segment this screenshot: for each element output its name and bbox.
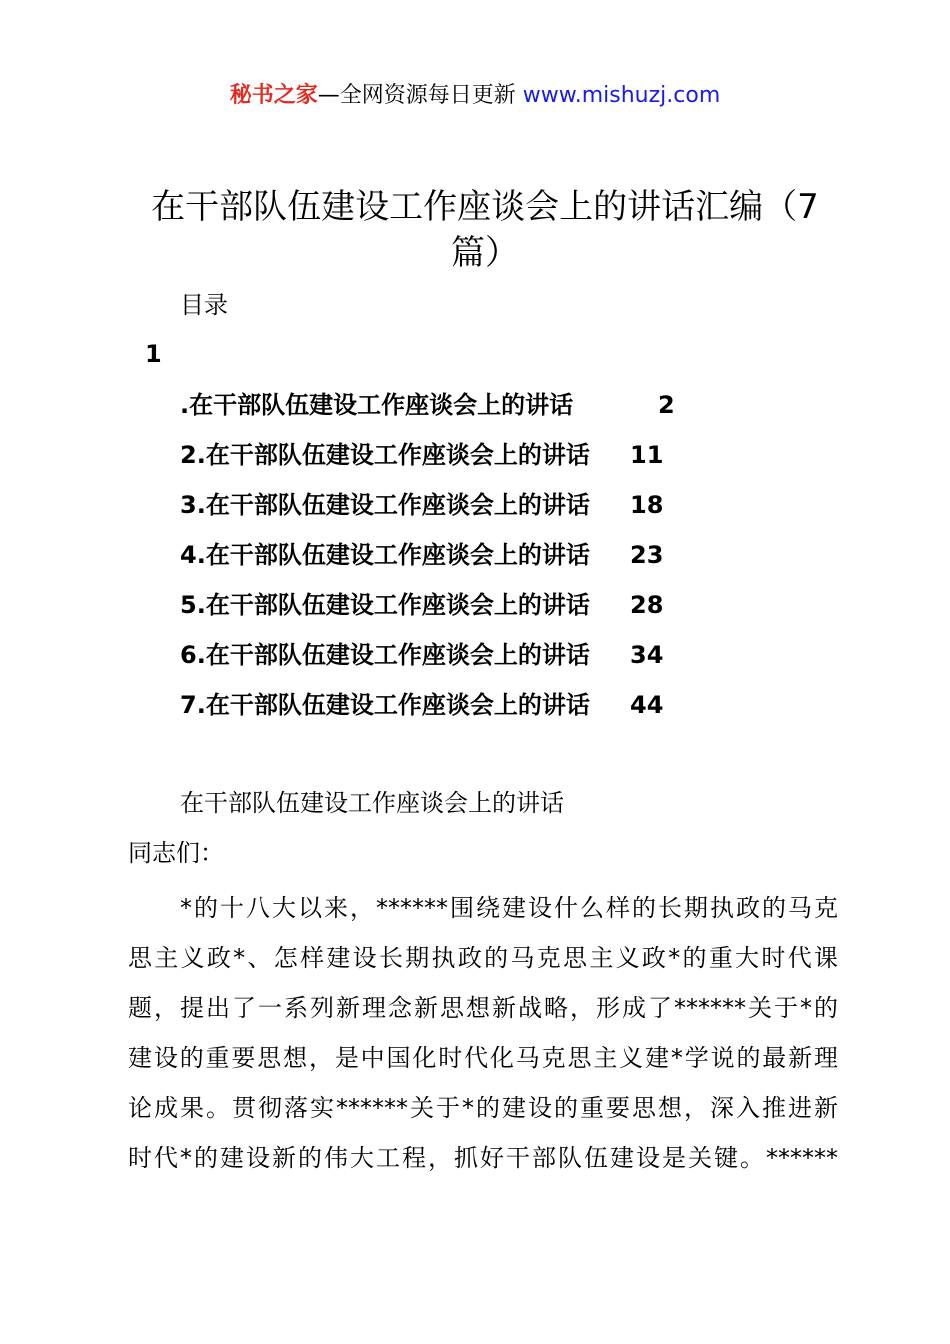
table-of-contents [180,388,740,738]
toc-item-page: 34 [630,641,664,669]
toc-item-page: 18 [630,491,664,519]
toc-item-label: 3.在干部队伍建设工作座谈会上的讲话 [180,491,590,519]
toc-item-page: 44 [630,691,664,719]
toc-item[interactable] [180,488,740,538]
paragraph-line: 论成果。贯彻落实******关于*的建设的重要思想，深入推进新 [128,1094,838,1122]
paragraph-line: 思主义政*、怎样建设长期执政的马克思主义政*的重大时代课 [128,944,838,972]
toc-item-page: 11 [630,441,664,469]
salutation: 同志们： [128,839,224,867]
body-paragraph [128,883,838,1183]
document-title [130,184,840,276]
toc-item[interactable] [180,588,740,638]
toc-item-label: .在干部队伍建设工作座谈会上的讲话 [180,391,574,419]
site-header [0,80,950,112]
paragraph-line: 时代*的建设新的伟大工程，抓好干部队伍建设是关键。****** [128,1144,838,1172]
toc-item[interactable] [180,688,740,738]
brand-name: 秘书之家 [229,83,318,108]
paragraph-line: *的十八大以来，******围绕建设什么样的长期执政的马克 [180,894,838,922]
toc-item[interactable] [180,638,740,688]
document-title-line-2: 篇） [451,233,519,273]
toc-item[interactable] [180,388,740,438]
paragraph-line: 建设的重要思想，是中国化时代化马克思主义建*学说的最新理 [128,1044,838,1072]
document-title-line-1: 在干部队伍建设工作座谈会上的讲话汇编（7 [151,187,819,227]
toc-item-label: 4.在干部队伍建设工作座谈会上的讲话 [180,541,590,569]
site-url-link[interactable]: www.mishuzj.com [522,83,721,108]
toc-heading: 目录 [180,291,228,319]
toc-item-label: 6.在干部队伍建设工作座谈会上的讲话 [180,641,590,669]
toc-item[interactable] [180,438,740,488]
section-title: 在干部队伍建设工作座谈会上的讲话 [180,789,564,817]
toc-item-label: 7.在干部队伍建设工作座谈会上的讲话 [180,691,590,719]
toc-item-page: 2 [658,391,675,419]
site-tagline: —全网资源每日更新 [317,83,523,108]
toc-item-page: 28 [630,591,664,619]
toc-item-page: 23 [630,541,664,569]
toc-item-label: 5.在干部队伍建设工作座谈会上的讲话 [180,591,590,619]
toc-item[interactable] [180,538,740,588]
toc-lead-number: 1 [145,340,162,368]
paragraph-line: 题，提出了一系列新理念新思想新战略，形成了******关于*的 [128,994,838,1022]
toc-item-label: 2.在干部队伍建设工作座谈会上的讲话 [180,441,590,469]
